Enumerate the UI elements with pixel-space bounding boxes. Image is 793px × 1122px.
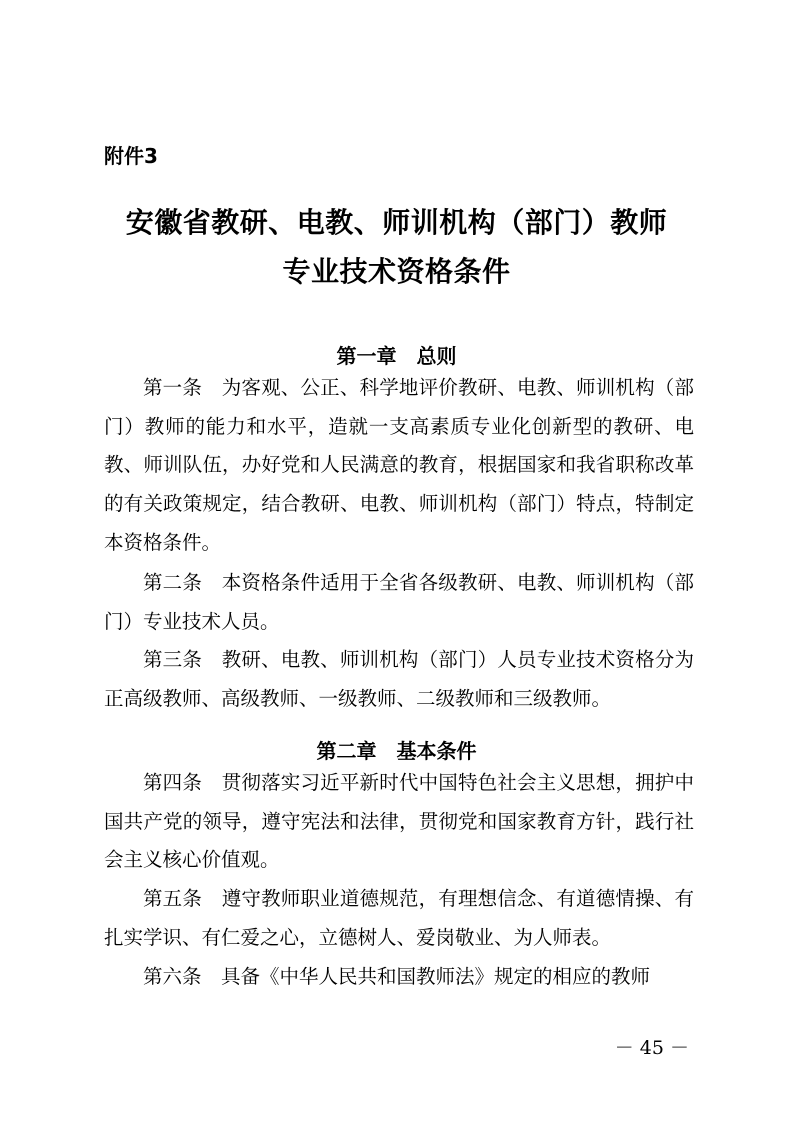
chapter-heading-2: 第二章 基本条件	[316, 739, 477, 763]
article-6: 第六条 具备《中华人民共和国教师法》规定的相应的教师	[143, 965, 651, 988]
document-title-line-2: 专业技术资格条件	[282, 255, 511, 288]
document-title-line-1: 安徽省教研、电教、师训机构（部门）教师	[125, 206, 668, 239]
attachment-label: 附件3	[104, 144, 158, 168]
article-1: 第一条 为客观、公正、科学地评价教研、电教、师训机构（部门）教师的能力和水平，造就一支高素质专业化创新型的教研、电教、师训队伍，办好党和人民满意的教育，根据国家和我省职称改革的有关政策规定，结合教研、电教、师训机构（部门）特点，特制定本资格条件。	[104, 376, 694, 554]
article-3: 第三条 教研、电教、师训机构（部门）人员专业技术资格分为正高级教师、高级教师、一级教师、二级教师和三级教师。	[104, 648, 694, 710]
chapter-heading-1: 第一章 总则	[336, 344, 457, 368]
article-4: 第四条 贯彻落实习近平新时代中国特色社会主义思想，拥护中国共产党的领导，遵守宪法和法律，贯彻党和国家教育方针，践行社会主义核心价值观。	[104, 771, 694, 872]
article-5: 第五条 遵守教师职业道德规范，有理想信念、有道德情操、有扎实学识、有仁爱之心，立德树人、爱岗敬业、为人师表。	[104, 887, 694, 949]
article-2: 第二条 本资格条件适用于全省各级教研、电教、师训机构（部门）专业技术人员。	[104, 571, 694, 633]
page-number: － 45 －	[614, 1037, 689, 1059]
